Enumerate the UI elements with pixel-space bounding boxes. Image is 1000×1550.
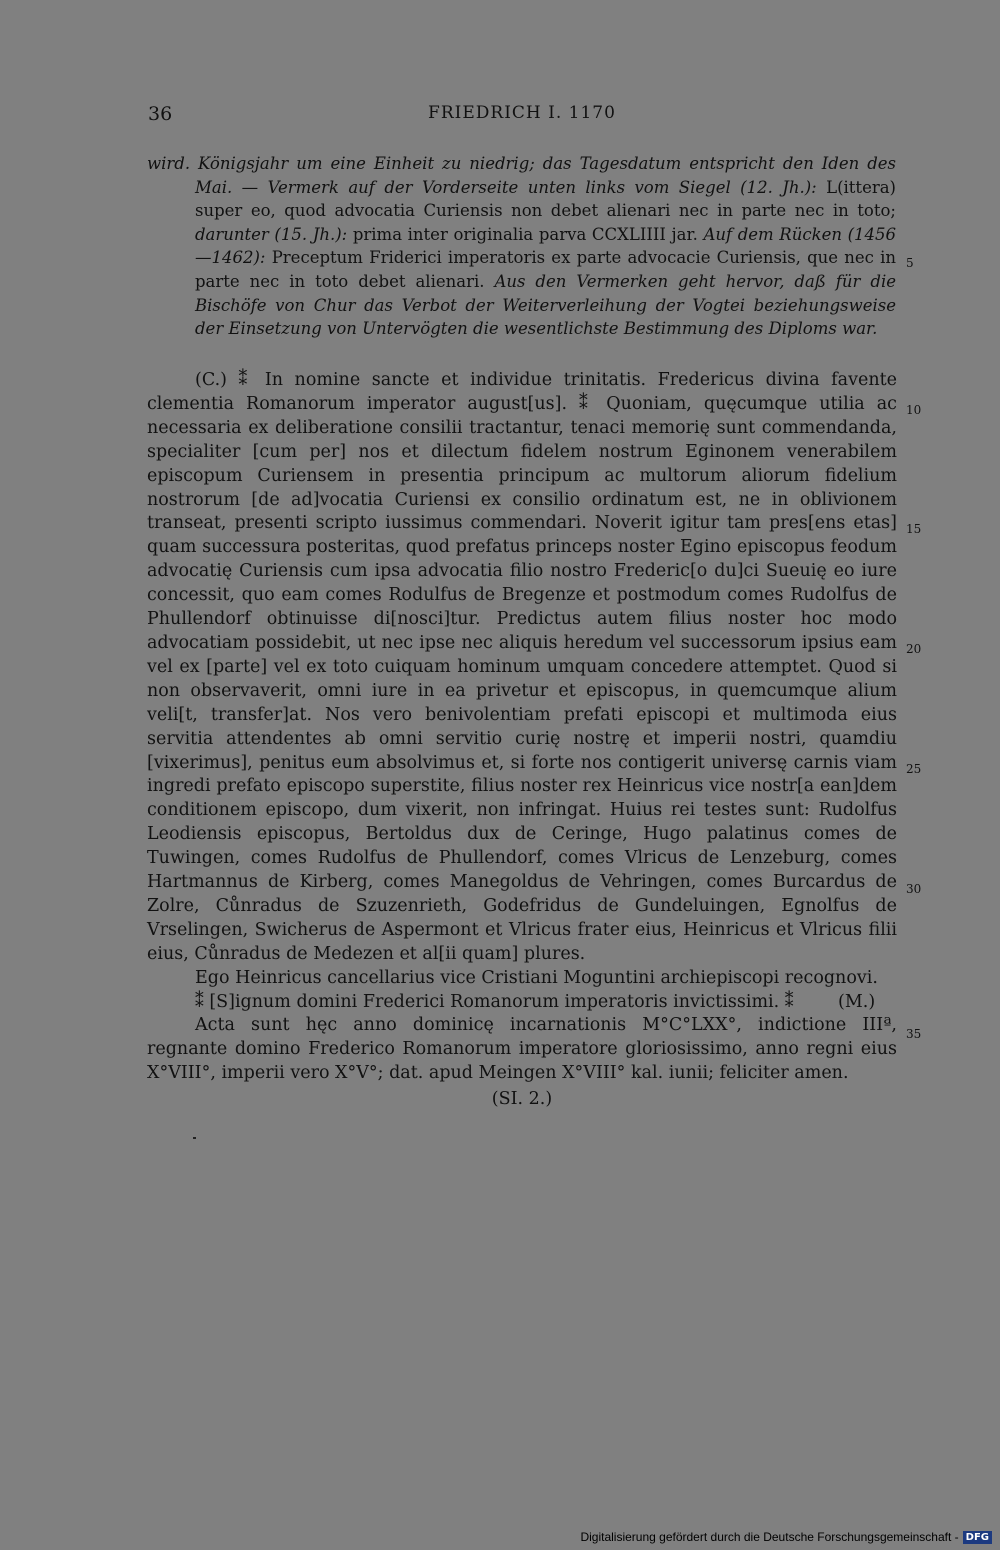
line-number: 20 (906, 642, 922, 656)
note-roman-run: Preceptum Friderici imperatoris ex parte advocacie Curiensis, que nec in parte nec in toto debet alienari. (195, 248, 896, 291)
signum-line: ⁑ [S]ignum domini Frederici Romanorum imperatoris invictissimi. ⁑ (M.) (195, 991, 876, 1012)
critical-apparatus (147, 152, 897, 341)
note-italic-run: Aus den Vermerken geht hervor, daß für die Bischöfe von Chur das Verbot der Weiterverleihung der Vogtei beziehungsweise der Einsetzung von Untervögten die wesentlichste Bestimmung des Diploms war. (195, 271, 896, 339)
line-number: 5 (906, 256, 914, 270)
note-italic-run: Auf dem Rücken (1456—1462): (195, 224, 897, 268)
note-roman-run: L(ittera) super eo, quod advocatia Curiensis non debet alienari nec in parte nec in toto; (195, 177, 896, 221)
stray-mark (193, 1137, 196, 1139)
main-text: (C.) ⁑ In nomine sancte et individue trinitatis. Fredericus divina favente clementia Romanorum imperator august[us]. ⁑ Quoniam, quęcumque utilia ac necessaria ex deliberatione consilii tractantur, tenaci memorię sunt commendanda, specialiter [cum per] nos et dilectum fidelem nostrum Eginonem venerabilem episcopum Curiensem in presentia principum ac multorum aliorum fidelium nostrorum [de ad]vocatia Curiensi ex consilio ordinatum est, ne in oblivionem transeat, presenti scripto iussimus commendari. Noverit igitur tam pres[ens etas] quam successura posteritas, quod prefatus princeps noster Egino episcopus feodum advocatię Curiensis cum ipsa advocatia filio nostro Frederic[o du]ci Sueuię eo iure concessit, quo eam comes Rodulfus de Bregenze et postmodum comes Rudolfus de Phullendorf obtinuisse di[nosci]tur. Predictus autem filius noster hoc modo advocatiam possidebit, ut nec ipse nec aliquis heredum vel successorum ipsius eam vel ex [parte] vel ex toto cuiquam hominum umquam concedere attemptet. Quod si non observaverit, omni iure in ea privetur et episcopus, in quemcumque alium veli[t, transfer]at. Nos vero benivolentiam prefati episcopi et multimoda eius servitia attendentes ab omni servitio curię nostrę et imperii nostri, quamdiu [vixerimus], penitus eum absolvimus et, si forte nos contigerit universę carnis viam ingredi prefato episcopo superstite, filius noster rex Heinricus vice nostr[a ean]dem conditionem episcopo, dum vixerit, non infringat. Huius rei testes sunt: Rudolfus Leodiensis episcopus, Bertoldus dux de Ceringe, Hugo palatinus comes de Tuwingen, comes Rudolfus de Phullendorf, comes Vlricus de Lenzeburg, comes Hartmannus de Kirberg, comes Manegoldus de Vehringen, comes Burcardus de Zolre, Cůnradus de Szuzenrieth, Godefridus de Gundeluingen, Egnolfus de Vrselingen, Swicherus de Aspermont et Vlricus frater eius, Heinricus et Vlricus filii eius, Cůnradus de Medezen et al[ii quam] plures. (147, 370, 897, 964)
page-header (148, 103, 896, 131)
line-number: 15 (906, 522, 922, 536)
page-number: 36 (148, 103, 173, 125)
note-italic-run: wird. Königsjahr um eine Einheit zu niedrig; das Tagesdatum entspricht den Iden des Mai. — Vermerk auf der Vorderseite unten links vom Siegel (12. Jh.): (147, 154, 896, 197)
funding-footer (580, 1530, 992, 1544)
line-number: 35 (906, 1027, 922, 1041)
line-number: 30 (906, 882, 922, 896)
footer-text: Digitalisierung gefördert durch die Deutsche Forschungsgemeinschaft - (580, 1530, 959, 1544)
recognition-line: Ego Heinricus cancellarius vice Cristiani Moguntini archiepiscopi recognovi. (195, 967, 878, 988)
charter-text (147, 369, 897, 1112)
note-roman-run: prima inter originalia parva CCXLIIII jar. (347, 224, 704, 244)
line-number: 25 (906, 762, 922, 776)
running-title: FRIEDRICH I. 1170 (428, 103, 616, 123)
seal-note: (SI. 2.) (491, 1089, 553, 1110)
notes-paragraph (147, 152, 897, 341)
line-number: 10 (906, 403, 922, 417)
note-italic-run: darunter (15. Jh.): (195, 224, 348, 244)
dating-clause: Acta sunt hęc anno dominicę incarnationis M°C°LXX°, indictione IIIª, regnante domino Frederico Romanorum imperatore gloriosissimo, anno regni eius X°VIII°, imperii vero X°V°; dat. apud Meingen X°VIII° kal. iunii; feliciter amen. (147, 1015, 897, 1084)
dfg-logo-icon: DFG (963, 1531, 992, 1544)
